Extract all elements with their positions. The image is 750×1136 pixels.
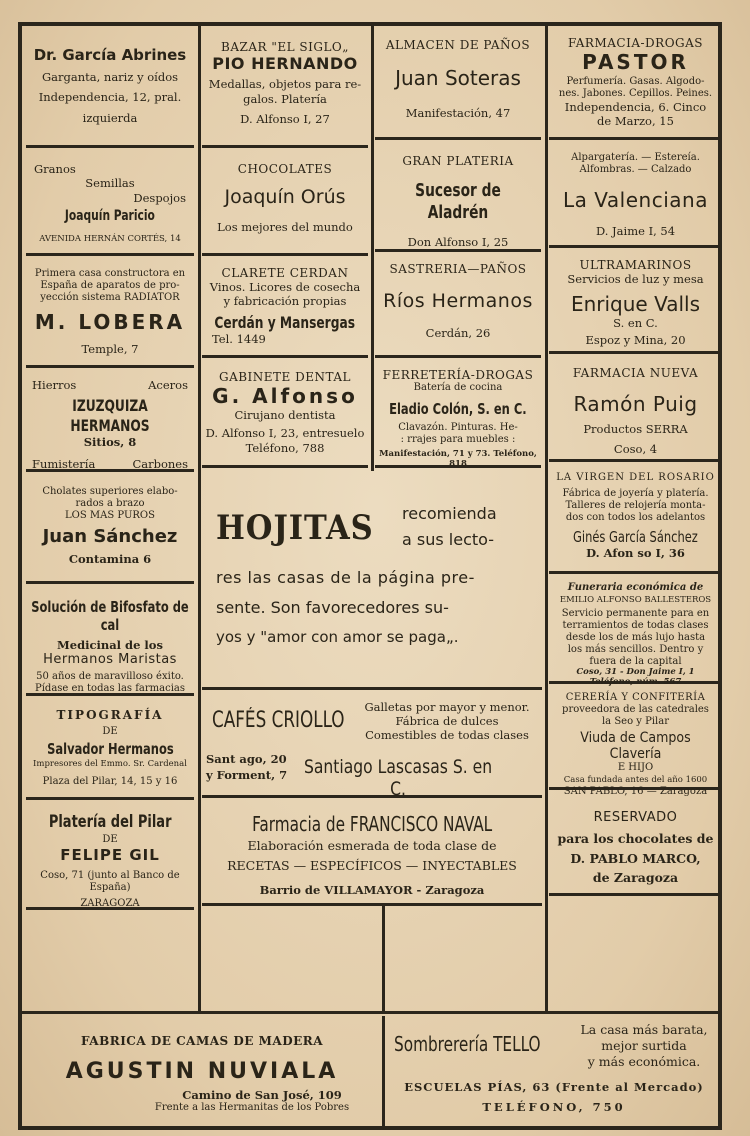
ad-address: Manifestación, 47 — [405, 106, 511, 120]
ad-izuzquiza — [26, 372, 194, 472]
ad-address: Don Alfonso I, 25 — [407, 235, 509, 250]
ad-line: para los chocolates de — [557, 831, 714, 846]
ad-title: GRAN PLATERIA — [402, 154, 514, 168]
ad-name: Sucesor de Aladrén — [415, 180, 501, 223]
ad-lobera — [26, 260, 194, 368]
ad-name: Ríos Hermanos — [383, 290, 533, 312]
ad-gabinete-dental — [202, 362, 368, 468]
ad-name: La Valenciana — [563, 188, 708, 212]
ad-phone: Teléfono, 788 — [245, 440, 325, 455]
ad-juan-soteras — [375, 30, 541, 140]
ad-line: Pídase en todas las farmacias — [34, 683, 186, 695]
ad-address: AVENIDA HERNÁN CORTÉS, 14 — [39, 233, 181, 244]
ad-line: LOS MAS PUROS — [65, 510, 155, 521]
ad-name: IZUZQUIZA HERMANOS — [70, 396, 150, 435]
ad-line: Hierros — [32, 378, 77, 392]
ad-line: S. en C. — [613, 316, 658, 331]
ad-title: LA VIRGEN DEL ROSARIO — [556, 472, 715, 483]
column-divider — [382, 1016, 385, 1128]
ad-address: Plaza del Pilar, 14, 15 y 16 — [42, 775, 178, 787]
ad-name: Juan Sánchez — [42, 526, 178, 547]
ad-slogan: Los mejores del mundo — [217, 220, 353, 234]
ad-name: Salvador Hermanos — [46, 740, 174, 758]
ad-city: ZARAGOZA — [80, 898, 140, 910]
ad-name: Juan Soteras — [395, 66, 521, 90]
ad-line: D. PABLO MARCO, — [570, 850, 701, 866]
notice-text: res las casas de la página pre- — [216, 568, 475, 587]
ad-line: nes. Jabones. Cepillos. Peines. — [558, 88, 713, 99]
ad-name: EMILIO ALFONSO BALLESTEROS — [559, 595, 712, 605]
ad-name: FELIPE GIL — [60, 846, 160, 865]
ad-address: Temple, 7 — [81, 342, 139, 356]
ad-title: FABRICA DE CAMAS DE MADERA — [80, 1034, 324, 1048]
ad-title: Platería del Pilar — [48, 812, 172, 832]
ad-line: de Zaragoza — [592, 870, 679, 886]
ad-phone: TELÉFONO, 750 — [482, 1100, 626, 1114]
ad-line: Talleres de relojería monta- — [565, 500, 706, 511]
ad-name: Enrique Valls — [570, 292, 701, 317]
ad-line: Cholates superiores elabo- — [42, 486, 178, 497]
ad-line: y más económica. — [587, 1054, 701, 1069]
ad-title: Funeraria económica de — [567, 582, 704, 593]
ad-address: Espoz y Mina, 20 — [585, 332, 686, 347]
ad-juan-sanchez — [26, 476, 194, 584]
ad-line: desde los de más lujo hasta — [565, 631, 706, 643]
ad-line: Productos SERRA — [583, 422, 688, 436]
ad-rios-hermanos — [375, 256, 541, 358]
ad-title: CHOCOLATES — [237, 162, 333, 176]
ad-line: Alpargatería. — Estereía. — [571, 152, 700, 163]
ad-line: Frente a las Hermanitas de los Pobres — [154, 1102, 350, 1114]
ad-line: terramientos de todas clases — [562, 619, 709, 631]
ad-name: Dr. García Abrines — [33, 46, 187, 64]
ad-address: Cerdán, 26 — [425, 326, 491, 340]
ad-frame — [18, 22, 722, 1130]
ad-title: RESERVADO — [593, 810, 678, 825]
ad-line: Perfumería. Gasas. Algodo- — [566, 76, 705, 87]
ad-phone: Tel. 1449 — [212, 331, 266, 346]
ad-garcia-abrines — [26, 30, 194, 148]
ad-line: Batería de cocina — [413, 382, 503, 393]
ad-line: Casa fundada antes del año 1600 — [563, 775, 708, 785]
ad-claveria — [549, 688, 722, 797]
ad-line: Medicinal de los — [57, 638, 163, 652]
ad-tipografia — [26, 700, 194, 800]
ad-address: Sitios, 8 — [83, 434, 137, 449]
ad-line: Independencia, 6. Cinco — [564, 100, 707, 114]
ad-name: Joaquín Paricio — [65, 208, 155, 225]
ad-name: PIO HERNANDO — [212, 54, 358, 73]
ad-address: Coso, 31 - Don Jaime I, 1 — [576, 666, 695, 677]
ad-line: : rrajes para muebles : — [400, 434, 516, 445]
ad-address: ESCUELAS PÍAS, 63 (Frente al Mercado) — [404, 1080, 704, 1094]
ad-name: Ginés García Sánchez — [573, 528, 698, 546]
ad-name: Joaquín Orús — [224, 186, 346, 208]
ad-line: yección sistema RADIATOR — [40, 292, 180, 303]
ad-name: Santiago Lascasas S. en C. — [303, 756, 493, 800]
ad-address: y Forment, 7 — [206, 768, 288, 782]
ad-nuviala — [26, 1018, 378, 1126]
hojitas-notice — [202, 472, 542, 690]
ad-line: Elaboración esmerada de toda clase de — [247, 838, 497, 853]
ad-line: y fabricación propias — [223, 294, 347, 309]
ad-farmacia-naval — [202, 802, 542, 906]
ad-ramon-puig — [549, 358, 722, 462]
ad-line: Hermanos Maristas — [43, 652, 177, 668]
row-divider — [22, 1011, 722, 1014]
ad-title: BAZAR "EL SIGLO„ — [221, 40, 349, 54]
ad-line: Despojos — [133, 190, 186, 205]
column-divider — [382, 906, 385, 1011]
ad-title: CAFÉS CRIOLLO — [212, 708, 345, 733]
ad-felipe-gil — [26, 804, 194, 910]
notice-text: recomienda — [402, 504, 497, 523]
ad-line: Carbones — [132, 457, 188, 472]
ad-title: ULTRAMARINOS — [579, 258, 692, 272]
ad-pastor — [549, 30, 722, 140]
ad-line: E HIJO — [617, 762, 654, 773]
ad-line: fuera de la capital — [589, 655, 682, 667]
ad-cerdan — [202, 260, 368, 358]
ad-name: Ramón Puig — [573, 392, 698, 416]
ad-title: Farmacia de FRANCISCO NAVAL — [251, 812, 492, 836]
ad-name: Sombrerería TELLO — [394, 1032, 541, 1056]
ad-address: Contamina 6 — [68, 551, 152, 566]
ad-line: Cirujano dentista — [234, 408, 336, 422]
ad-title: FARMACIA NUEVA — [572, 366, 699, 380]
ad-line: 50 años de maravilloso éxito. — [36, 671, 184, 683]
ad-address: Coso, 4 — [613, 442, 658, 457]
notice-text: sente. Son favorecedores su- — [216, 598, 449, 617]
ad-line: Impresores del Emmo. Sr. Cardenal — [33, 759, 187, 769]
ad-title: FARMACIA-DROGAS — [567, 36, 704, 50]
ad-line: Comestibles de todas clases — [365, 728, 529, 742]
ad-address: Barrio de VILLAMAYOR - Zaragoza — [259, 883, 485, 898]
ad-line: de Marzo, 15 — [597, 114, 674, 129]
ad-cafes-criollo — [202, 694, 542, 798]
ad-line: Servicio permanente para en — [561, 607, 710, 619]
ad-line: los más sencillos. Dentro y — [567, 643, 704, 655]
ad-line: dos con todos los adelantos — [565, 512, 706, 523]
ad-title: ALMACEN DE PAÑOS — [385, 38, 531, 52]
ad-name: Solución de Bifosfato de cal — [31, 598, 189, 634]
ad-line: Medallas, objetos para re- — [208, 77, 362, 92]
ad-line: España de aparatos de pro- — [40, 280, 180, 291]
ad-line: mejor surtida — [601, 1038, 687, 1053]
ad-name: G. Alfonso — [212, 384, 358, 408]
ad-title: CLARETE CERDAN — [221, 266, 349, 280]
ad-line: galos. Platería — [243, 91, 327, 106]
ad-address: Coso, 71 (junto al Banco de España) — [40, 870, 180, 894]
ad-address: D. Afon so I, 36 — [586, 546, 685, 560]
ad-name: Viuda de Campos Clavería — [580, 730, 691, 762]
ad-address: D. Alfonso I, 23, entresuelo — [205, 426, 365, 441]
ad-name: M. LOBERA — [34, 310, 186, 334]
ad-paricio — [26, 152, 194, 256]
ad-line: DE — [102, 726, 118, 737]
column-divider — [371, 26, 374, 471]
ad-line: Fábrica de joyería y platería. — [562, 488, 709, 499]
ad-line: Clavazón. Pinturas. He- — [398, 422, 518, 433]
ad-virgen-rosario — [549, 466, 722, 574]
ad-enrique-valls — [549, 252, 722, 354]
ad-title: FERRETERÍA-DROGAS — [382, 368, 534, 382]
ad-address: Sant ago, 20 — [206, 752, 287, 766]
ad-line: RECETAS — ESPECÍFICOS — INYECTABLES — [227, 857, 517, 873]
notice-text: yos y "amor con amor se paga„. — [216, 628, 459, 646]
ad-funeraria — [549, 578, 722, 687]
ad-line: DE — [102, 834, 118, 846]
ad-line: la Seo y Pilar — [601, 716, 669, 727]
ad-address: Manifestación, 71 y 73. Teléfono, 818 — [379, 449, 537, 469]
ad-line: izquierda — [82, 110, 138, 125]
ad-line: proveedora de las catedrales — [562, 704, 709, 715]
ad-title: GABINETE DENTAL — [218, 370, 351, 384]
ad-phone: Teléfono, núm. 567 — [589, 676, 682, 687]
ad-line: Fumistería — [32, 457, 96, 472]
ad-address: SAN PABLO, 16 — Zaragoza — [563, 785, 708, 797]
ad-line: La casa más barata, — [580, 1022, 708, 1037]
ad-line: Independencia, 12, pral. — [38, 90, 182, 105]
ad-address: D. Jaime I, 54 — [595, 224, 676, 238]
ad-chocolates-orus — [202, 152, 368, 256]
ad-title: CERERÍA Y CONFITERÍA — [565, 692, 706, 703]
ad-aladren — [375, 144, 541, 252]
notice-title: HOJITAS — [216, 508, 374, 548]
ad-eladio-colon — [375, 362, 541, 468]
column-divider — [198, 26, 201, 686]
ad-line: Galletas por mayor y menor. — [364, 700, 530, 714]
ad-name: Cerdán y Mansergas — [214, 312, 356, 332]
ad-la-valenciana — [549, 144, 722, 248]
ad-line: Servicios de luz y mesa — [567, 272, 704, 286]
ad-line: Granos — [34, 162, 76, 176]
ad-line: Semillas — [85, 176, 135, 191]
ad-line: Alfombras. — Calzado — [579, 164, 692, 175]
ad-title: TIPOGRAFÍA — [56, 708, 164, 722]
ad-line: Garganta, nariz y oídos — [41, 70, 179, 84]
ad-title: SASTRERIA—PAÑOS — [389, 262, 527, 276]
ad-name: AGUSTIN NUVIALA — [65, 1059, 339, 1084]
ad-sombrereria-tello — [386, 1018, 722, 1126]
ad-line: Primera casa constructora en — [34, 268, 186, 279]
ad-reservado — [549, 794, 722, 896]
ad-line: Vinos. Licores de cosecha — [209, 280, 361, 294]
ad-bifosfato — [26, 588, 194, 696]
ad-name: PASTOR — [582, 50, 689, 74]
ad-address: D. Alfonso I, 27 — [240, 111, 330, 126]
notice-text: a sus lecto- — [402, 530, 495, 549]
ad-address: Camino de San José, 109 — [182, 1088, 342, 1102]
ad-line: Aceros — [148, 378, 188, 392]
ad-name: Eladio Colón, S. en C. — [389, 400, 527, 418]
column-divider — [198, 686, 201, 1011]
ad-bazar-siglo — [202, 30, 368, 148]
ad-line: rados a brazo — [75, 498, 145, 509]
ad-line: Fábrica de dulces — [395, 714, 499, 728]
column-divider — [545, 26, 548, 1011]
